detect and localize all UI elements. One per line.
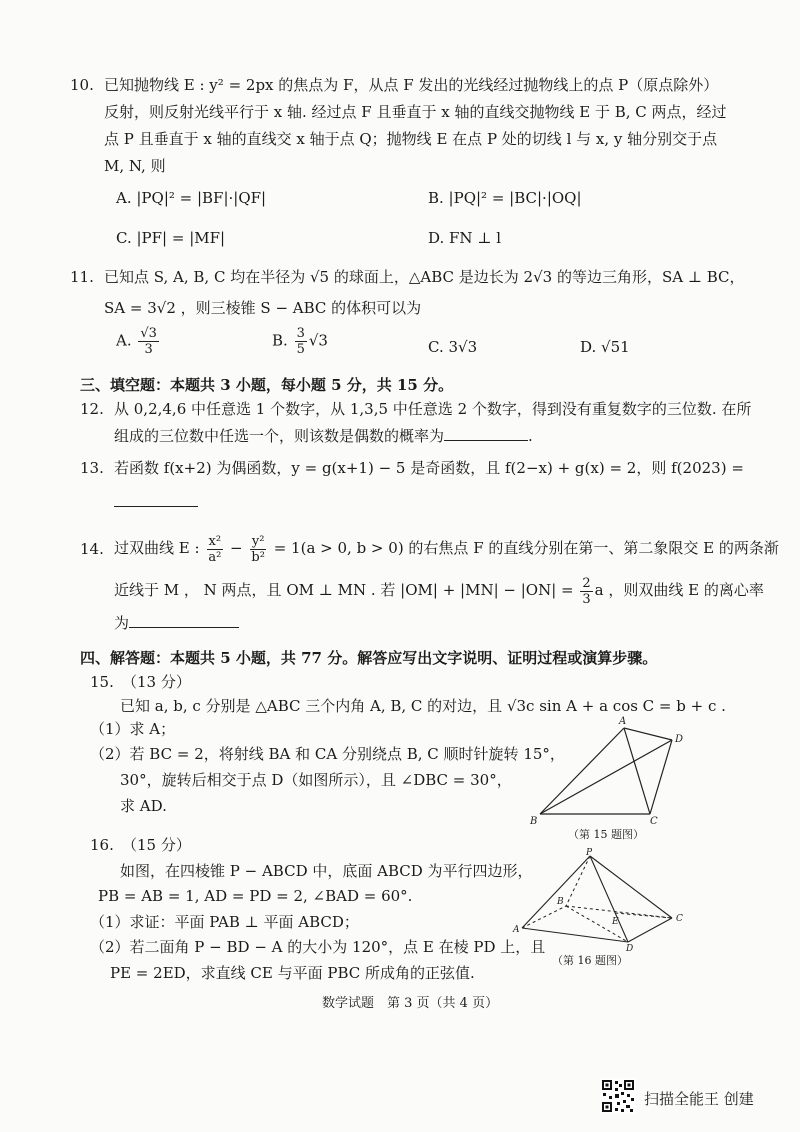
q16-stem2: PB = AB = 1, AD = PD = 2, ∠BAD = 60°. [98,887,413,905]
q14-post: = 1(a > 0, b > 0) 的右焦点 F 的直线分别在第一、第二象限交 E 的两条渐 [268,539,779,557]
q10-option-d: D. FN ⊥ l [428,229,502,247]
q16-edge-pd [590,856,628,942]
q15-figure-lines [540,728,672,814]
q15-part1: （1）求 A； [90,720,176,738]
q11-option-c: C. 3√3 [428,338,478,356]
q14-frac-23-den: 3 [582,591,591,607]
q11-line2: SA = 3√2 ，则三棱锥 S − ABC 的体积可以为 [104,299,422,317]
q16-label-c: C [676,914,683,924]
q10-number: 10. [70,76,94,94]
page-footer: 数学试题 第 3 页（共 4 页） [322,996,499,1011]
q11-option-a-den: 3 [144,342,153,357]
q16-label-a: A [513,925,520,935]
q12-answer-blank [444,426,528,441]
q16-score: （15 分） [122,836,191,854]
q12-line2-text: 组成的三位数中任选一个，则该数是偶数的概率为 [114,427,445,445]
q16-label-d: D [626,944,634,952]
q14-frac-y-num: y² [251,533,265,549]
q15-score: （13 分） [122,673,191,691]
q15-edge-bd [540,740,672,814]
q15-figure-caption: （第 15 题图） [568,828,644,841]
q16-label-b: B [557,897,564,907]
q16-edge-pc [590,856,672,918]
q11-line1 [104,266,745,288]
q14-line2-b: a ，则双曲线 E 的离心率 [594,581,764,599]
q11-option-b-fraction [295,326,307,357]
q11-option-d: D. √51 [580,338,630,356]
q14-line3-text: 为 [114,614,130,632]
q16-edge-bd [566,906,628,942]
q16-label-p: P [586,848,593,858]
q11-option-a-fraction [138,326,159,357]
q11-option-b-num: 3 [296,326,305,341]
q15-edge-ad [624,728,672,740]
q10-line2: 反射，则反射光线平行于 x 轴. 经过点 F 且垂直于 x 轴的直线交抛物线 E 于 B, C 两点，经过 [104,103,727,121]
q16-figure-caption: （第 16 题图） [552,954,628,967]
q14-line2-a: 近线于 M ， N 两点，且 OM ⊥ MN . 若 |OM| + |MN| − |ON| = [114,581,579,599]
q16-part2-line1: （2）若二面角 P − BD − A 的大小为 120°，点 E 在棱 PD 上，且 [90,938,546,956]
q11-line1-b: 的球面上，△ABC 是边长为 2√3 的等边三角形，SA ⊥ BC， [329,268,745,286]
q15-part2-line1: （2）若 BC = 2，将射线 BA 和 CA 分别绕点 B, C 顺时针旋转 15°， [90,745,565,763]
q14-frac-x-den: a² [208,549,222,565]
q16-edge-pa [522,856,590,928]
q11-option-a [116,326,161,357]
q11-option-b-rest: √3 [308,331,328,350]
q15-edge-ba [540,728,624,814]
q11-option-b [272,326,328,357]
q16-part1: （1）求证：平面 PAB ⊥ 平面 ABCD； [90,913,359,931]
q10-line3: 点 P 且垂直于 x 轴的直线交 x 轴于点 Q；抛物线 E 在点 P 处的切线 l 与 x, y 轴分别交于点 [104,130,718,148]
q11-radius: √5 [310,268,330,286]
q14-frac-23 [580,576,592,607]
q14-line2 [114,572,764,608]
section-3-heading: 三、填空题：本题共 3 小题，每小题 5 分，共 15 分。 [80,376,454,394]
q10-option-b: B. |PQ|² = |BC|·|OQ| [428,189,582,207]
q11-option-b-label: B. [272,331,288,350]
scanner-watermark: 扫描全能王 创建 [644,1090,754,1108]
q10-option-a: A. |PQ|² = |BF|·|QF| [116,189,267,207]
q15-stem: 已知 a, b, c 分别是 △ABC 三个内角 A, B, C 的对边，且 √3c sin A + a cos C = b + c . [120,697,726,715]
q16-part2-line2: PE = 2ED，求直线 CE 与平面 PBC 所成角的正弦值. [110,964,475,982]
qr-code-icon [600,1078,636,1114]
q16-edge-dc [628,918,672,942]
q16-figure-lines [522,856,672,942]
q14-frac-23-num: 2 [582,575,591,591]
q12-number: 12. [80,400,104,418]
q14-frac-y [249,534,267,565]
q13-number: 13. [80,459,104,477]
q15-label-d: D [675,734,684,745]
q15-part2-line2: 30°，旋转后相交于点 D（如图所示），且 ∠DBC = 30°， [120,771,512,789]
q15-figure [528,714,706,826]
q10-line4: M, N, 则 [104,157,166,175]
q13-answer-blank [114,492,198,507]
q14-frac-x [206,534,223,565]
q15-edge-ac [624,728,650,814]
q16-edge-bc [566,906,672,918]
section-4-heading: 四、解答题：本题共 5 小题，共 77 分。解答应写出文字说明、证明过程或演算步骤。 [80,649,658,667]
q16-edge-pb [566,856,590,906]
q14-answer-blank [129,613,239,628]
q16-hidden-lines [522,856,672,942]
q13-line1: 若函数 f(x+2) 为偶函数，y = g(x+1) − 5 是奇函数，且 f(2−x) + g(x) = 2，则 f(2023) = [114,459,744,477]
q11-option-a-label: A. [116,331,132,350]
q16-edge-ab [522,906,566,928]
q15-label-a: A [619,716,627,727]
q10-line1: 已知抛物线 E : y² = 2px 的焦点为 F，从点 F 发出的光线经过抛物线上的点 P（原点除外） [104,76,719,94]
q16-edge-ce [615,913,672,918]
q11-option-a-num: √3 [140,326,157,341]
q15-part2-line3: 求 AD. [120,797,167,815]
q14-line3 [114,612,239,634]
q16-number: 16. [90,836,114,854]
q10-option-c: C. |PF| = |MF| [116,229,226,247]
q14-minus: − [225,539,248,557]
q12-line1: 从 0,2,4,6 中任意选 1 个数字，从 1,3,5 中任意选 2 个数字，得到没有重复数字的三位数. 在所 [114,400,752,418]
q14-pre: 过双曲线 E : [114,539,205,557]
q12-end: . [528,427,533,445]
q16-edge-ad [522,928,628,942]
q12-line2 [114,425,533,447]
q16-figure [512,848,688,952]
q16-stem1: 如图，在四棱锥 P − ABCD 中，底面 ABCD 为平行四边形， [120,862,533,880]
q14-number: 14. [80,540,104,558]
q15-number: 15. [90,673,114,691]
q14-line1 [114,530,779,566]
q15-label-c: C [650,816,658,826]
q11-number: 11. [70,268,94,286]
q15-label-b: B [530,816,538,826]
q14-frac-x-num: x² [208,533,222,549]
q16-label-e: E [612,917,619,927]
q11-option-b-den: 5 [296,342,305,357]
q11-line1-a: 已知点 S, A, B, C 均在半径为 [104,268,310,286]
q14-frac-y-den: b² [251,549,265,565]
